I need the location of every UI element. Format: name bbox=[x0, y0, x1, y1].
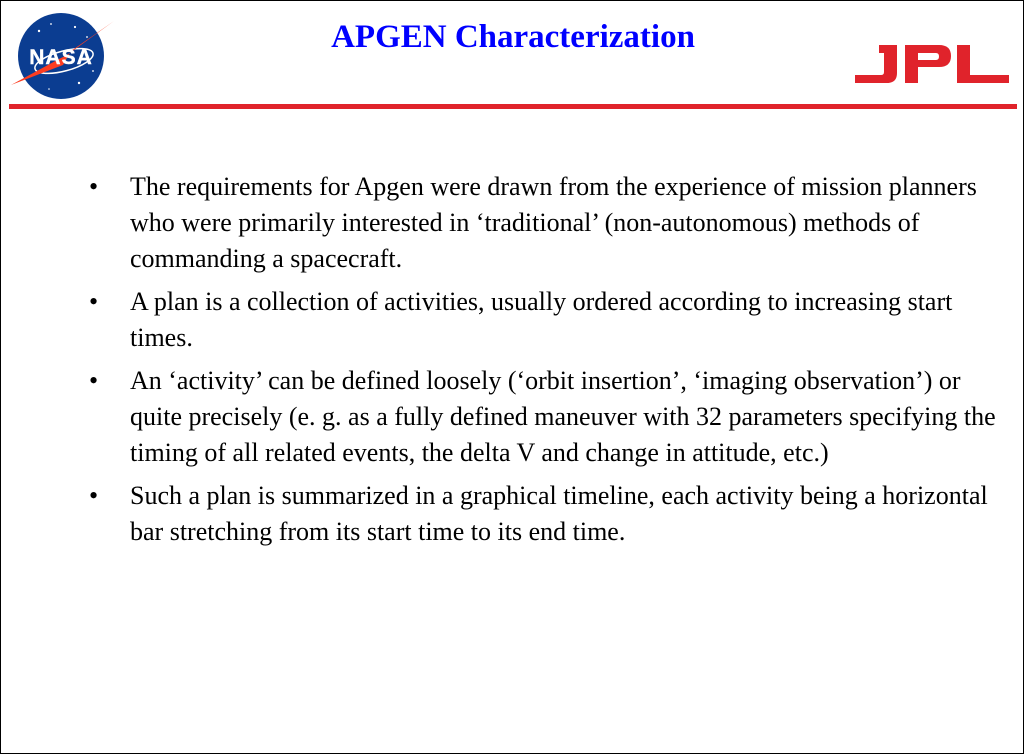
bullet-item bbox=[89, 284, 1004, 356]
bullet-item bbox=[89, 363, 1004, 471]
bullet-dot: • bbox=[89, 287, 99, 316]
bullet-text: Such a plan is summarized in a graphical timeline, each activity being a horizontal bar stretching from its start time to its end time. bbox=[130, 481, 988, 546]
jpl-logo-letters bbox=[855, 45, 1009, 83]
slide-title: APGEN Characterization bbox=[331, 19, 695, 55]
title-rule bbox=[9, 104, 1017, 109]
bullet-text: A plan is a collection of activities, usually ordered according to increasing start times. bbox=[130, 287, 953, 352]
bullet-item bbox=[89, 478, 1004, 550]
bullet-dot: • bbox=[89, 172, 99, 201]
bullet-list bbox=[89, 169, 1004, 557]
bullet-dot: • bbox=[89, 366, 99, 395]
bullet-dot: • bbox=[89, 481, 99, 510]
nasa-logo-wordmark: NASA bbox=[29, 46, 93, 69]
nasa-logo bbox=[9, 9, 117, 101]
jpl-logo bbox=[851, 43, 1011, 85]
bullet-item bbox=[89, 169, 1004, 277]
bullet-text: The requirements for Apgen were drawn from the experience of mission planners who were primarily interested in ‘traditional’ (non-autonomous) methods of commanding a spacecraft. bbox=[130, 172, 977, 273]
bullet-text: An ‘activity’ can be defined loosely (‘orbit insertion’, ‘imaging observation’) or quite precisely (e. g. as a fully defined maneuver with 32 parameters specifying the timing of all related events, the delta V and change in attitude, etc.) bbox=[130, 366, 996, 467]
